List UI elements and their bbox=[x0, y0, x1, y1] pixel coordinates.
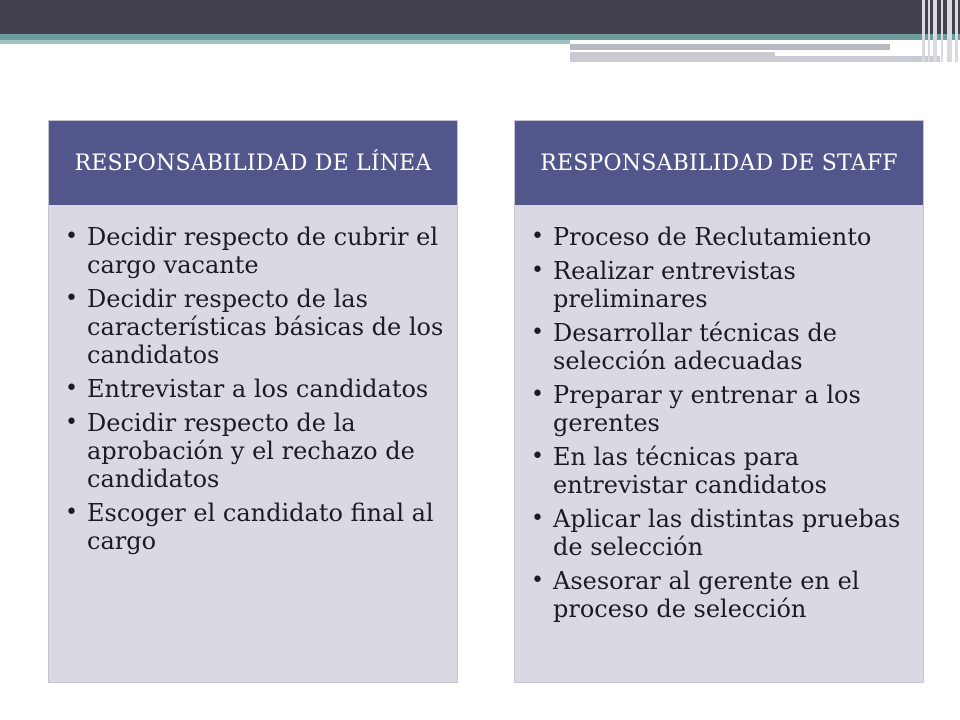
list-item: • Proceso de Reclutamiento bbox=[529, 223, 913, 251]
list-item: • Decidir respecto de cubrir el cargo vacante bbox=[63, 223, 447, 279]
staff-responsibility-list bbox=[515, 205, 923, 623]
list-item: • En las técnicas para entrevistar candidatos bbox=[529, 443, 913, 499]
list-item: • Escoger el candidato final al cargo bbox=[63, 499, 447, 555]
list-item: • Aplicar las distintas pruebas de selección bbox=[529, 505, 913, 561]
list-item: • Preparar y entrenar a los gerentes bbox=[529, 381, 913, 437]
list-item: • Decidir respecto de la aprobación y el rechazo de candidatos bbox=[63, 409, 447, 493]
list-item: • Asesorar al gerente en el proceso de selección bbox=[529, 567, 913, 623]
top-decorative-band bbox=[0, 0, 960, 34]
teal-accent-line-light bbox=[0, 40, 570, 44]
grey-accent-strip-lower bbox=[570, 52, 775, 62]
grey-accent-strip-right bbox=[775, 56, 940, 62]
staff-responsibility-heading: RESPONSABILIDAD DE STAFF bbox=[515, 121, 923, 205]
staff-responsibility-panel bbox=[514, 120, 924, 683]
right-corner-bars bbox=[920, 0, 960, 62]
list-item: • Entrevistar a los candidatos bbox=[63, 375, 447, 403]
line-responsibility-list bbox=[49, 205, 457, 555]
list-item: • Desarrollar técnicas de selección adecuadas bbox=[529, 319, 913, 375]
list-item: • Decidir respecto de las características básicas de los candidatos bbox=[63, 285, 447, 369]
line-responsibility-heading: RESPONSABILIDAD DE LÍNEA bbox=[49, 121, 457, 205]
list-item: • Realizar entrevistas preliminares bbox=[529, 257, 913, 313]
line-responsibility-panel bbox=[48, 120, 458, 683]
